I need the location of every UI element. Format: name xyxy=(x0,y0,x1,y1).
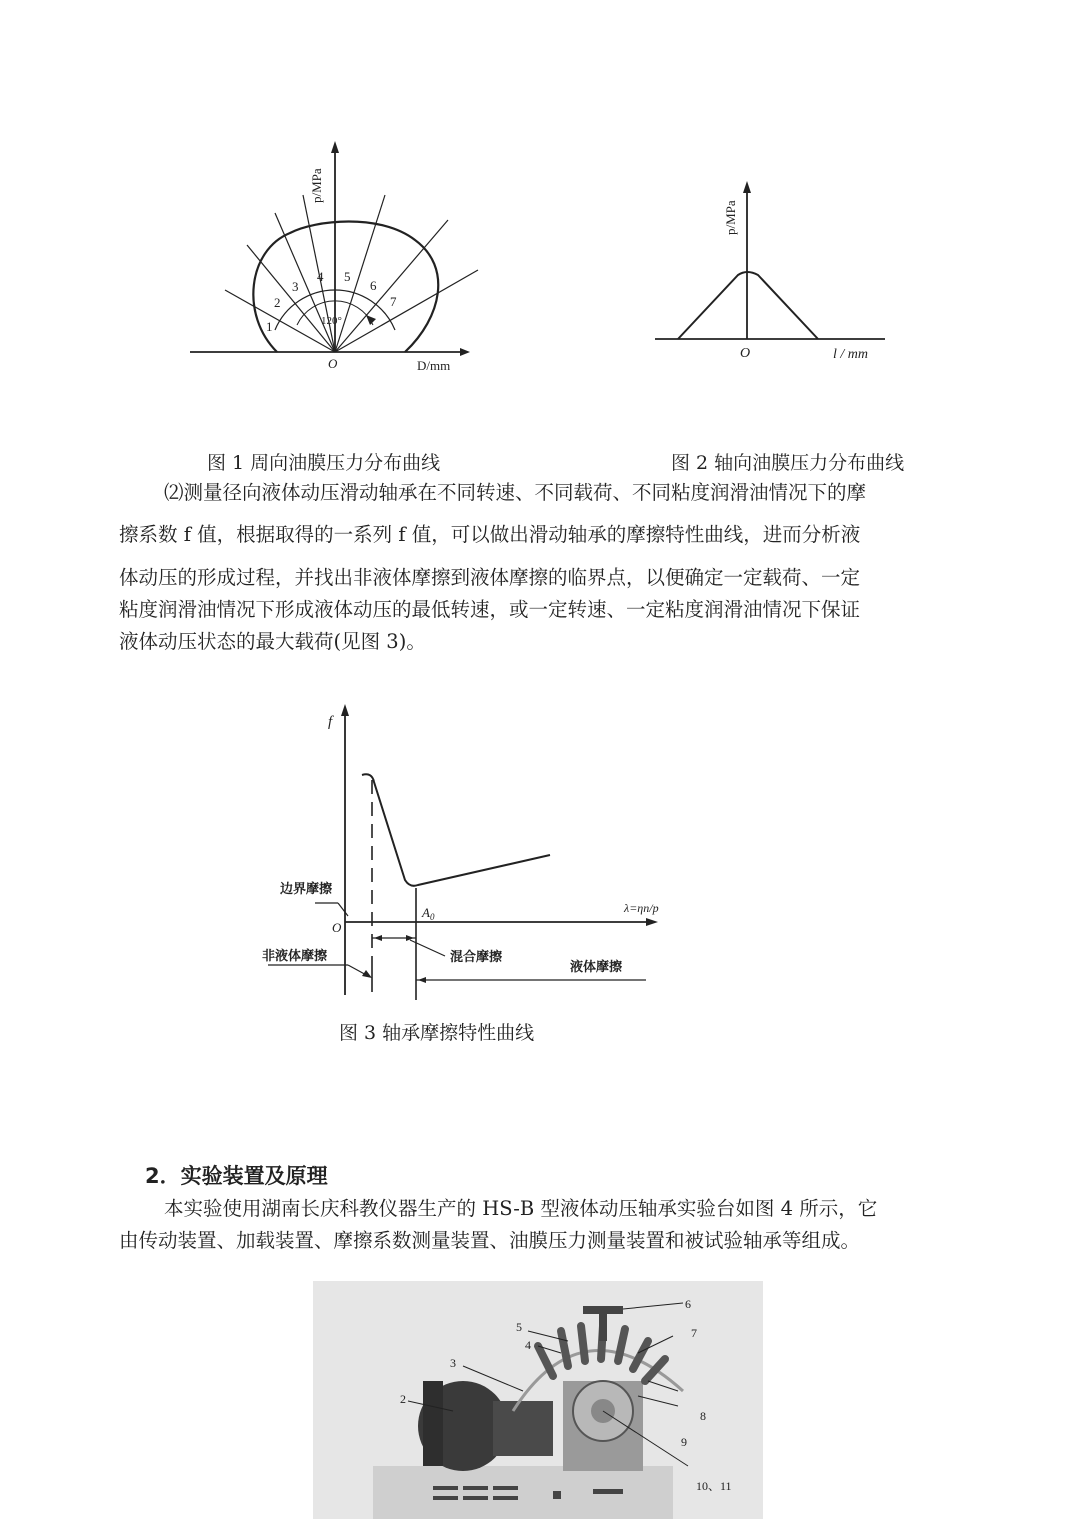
part-label: 2 xyxy=(400,1392,406,1406)
paragraph-line: ⑵测量径向液体动压滑动轴承在不同转速、不同载荷、不同粘度润滑油情况下的摩 xyxy=(164,481,867,504)
sector-label: 4 xyxy=(317,269,324,284)
part-label: 3 xyxy=(450,1356,456,1370)
figure-2 xyxy=(650,175,895,375)
non-liquid-friction-label: 非液体摩擦 xyxy=(262,948,328,963)
figure-3 xyxy=(250,700,670,1005)
part-label: 10、11 xyxy=(696,1479,732,1493)
figure-1 xyxy=(180,135,480,380)
paragraph-line: 粘度润滑油情况下形成液体动压的最低转速，或一定转速、一定粘度润滑油情况下保证 xyxy=(119,598,861,621)
part-label: 4 xyxy=(525,1338,531,1352)
x-axis-label: λ=ηn/p xyxy=(624,901,659,915)
part-label: 6 xyxy=(685,1297,691,1311)
figure-2-svg xyxy=(650,175,895,375)
paragraph-apparatus xyxy=(119,1193,959,1257)
sector-label: 3 xyxy=(292,279,299,294)
figure-3-caption: 图 3 轴承摩擦特性曲线 xyxy=(339,1022,535,1044)
paragraph-line: 本实验使用湖南长庆科教仪器生产的 HS-B 型液体动压轴承实验台如图 4 所示，它 xyxy=(164,1197,878,1220)
figure-3-svg xyxy=(250,700,670,1005)
y-axis-label: f xyxy=(328,714,333,730)
part-label: 9 xyxy=(681,1435,687,1449)
figure-1-svg xyxy=(180,135,480,380)
sector-label: 6 xyxy=(370,278,377,293)
y-axis-label: p/MPa xyxy=(309,168,324,203)
origin-label: O xyxy=(328,356,338,371)
x-axis-label: D/mm xyxy=(417,358,451,373)
critical-point-label: $A_0$ xyxy=(422,905,435,922)
origin-label: O xyxy=(332,920,342,935)
paragraph-line: 由传动装置、加载装置、摩擦系数测量装置、油膜压力测量装置和被试验轴承等组成。 xyxy=(119,1229,861,1252)
figure-4-svg xyxy=(313,1281,763,1519)
paragraph-line: 体动压的形成过程，并找出非液体摩擦到液体摩擦的临界点，以便确定一定载荷、一定 xyxy=(119,566,861,589)
sector-label: 7 xyxy=(390,294,397,309)
sector-label: 1 xyxy=(266,319,273,334)
angle-label: 120° xyxy=(321,315,342,327)
y-axis-label: p/MPa xyxy=(723,200,738,235)
boundary-friction-label: 边界摩擦 xyxy=(280,881,333,896)
part-label: 7 xyxy=(691,1326,697,1340)
sector-label: 5 xyxy=(344,269,351,284)
paragraph-friction-test xyxy=(119,477,959,658)
part-label: 8 xyxy=(700,1409,706,1423)
liquid-friction-label: 液体摩擦 xyxy=(570,959,623,974)
section-title: 2．实验装置及原理 xyxy=(145,1164,328,1188)
paragraph-line: 液体动压状态的最大载荷(见图 3)。 xyxy=(119,630,426,653)
mixed-friction-label: 混合摩擦 xyxy=(450,949,503,964)
part-label: 5 xyxy=(516,1320,522,1334)
paragraph-line: 擦系数 f 值，根据取得的一系列 f 值，可以做出滑动轴承的摩擦特性曲线，进而分析液 xyxy=(119,523,861,546)
sector-label: 2 xyxy=(274,295,281,310)
origin-label: O xyxy=(740,346,751,361)
figure-2-caption: 图 2 轴向油膜压力分布曲线 xyxy=(671,452,905,474)
figure-4-photo xyxy=(313,1281,763,1519)
x-axis-label: l / mm xyxy=(833,347,868,362)
figure-1-caption: 图 1 周向油膜压力分布曲线 xyxy=(207,452,441,474)
